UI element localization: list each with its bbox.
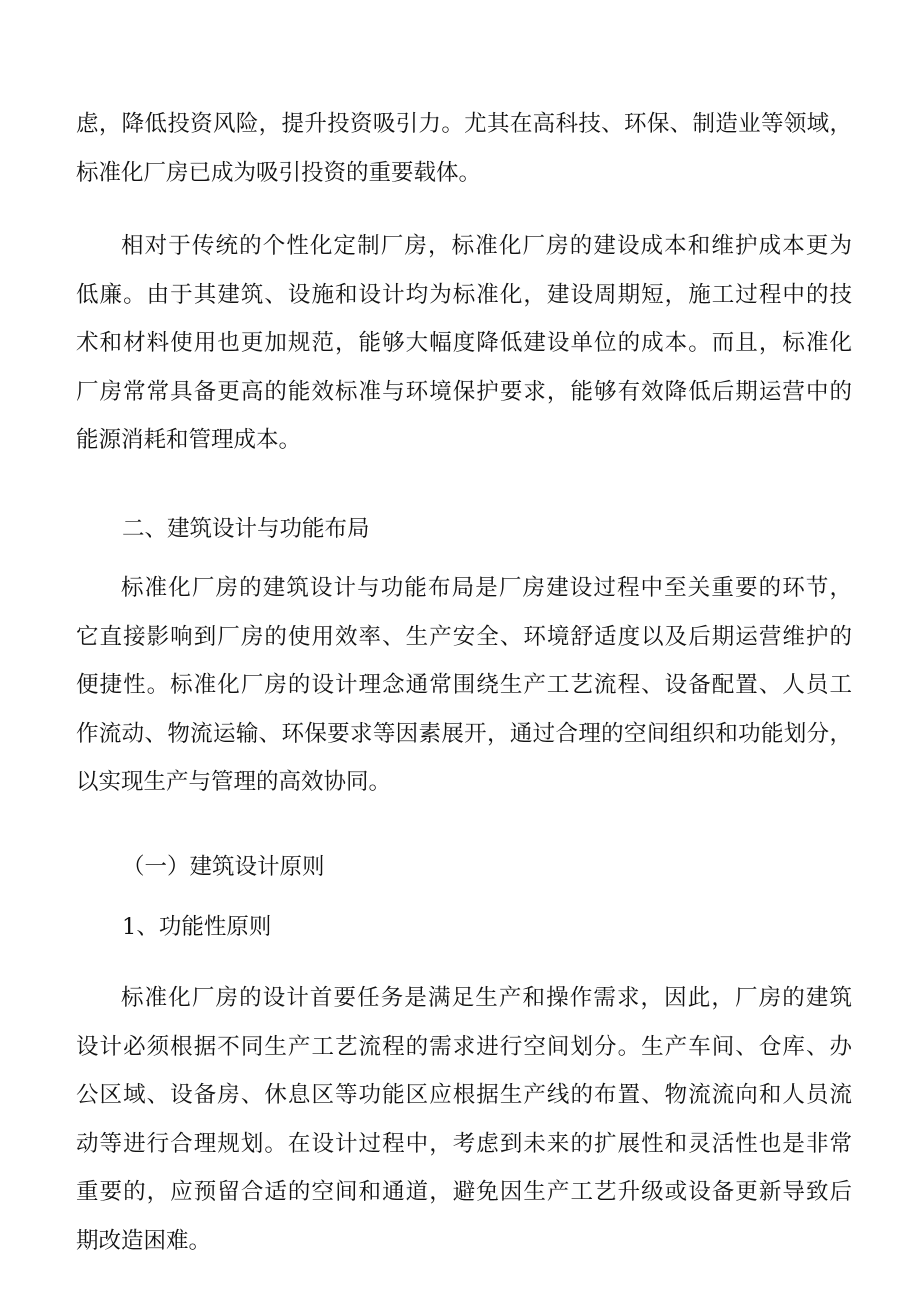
text-line: 能源消耗和管理成本。 [76, 427, 302, 454]
text-line: 动等进行合理规划。在设计过程中，考虑到未来的扩展性和灵活性也是非常 [76, 1130, 852, 1157]
section-heading: 二、建筑设计与功能布局 [122, 516, 370, 542]
text-line: 公区域、设备房、休息区等功能区应根据生产线的布置、物流流向和人员流 [76, 1082, 852, 1109]
paragraph [76, 974, 852, 1266]
paragraph [76, 222, 852, 465]
paragraph [76, 100, 852, 197]
text-line: 它直接影响到厂房的使用效率、生产安全、环境舒适度以及后期运营维护的 [76, 623, 852, 650]
item-heading: 1、功能性原则 [122, 914, 272, 940]
text-line: 便捷性。标准化厂房的设计理念通常围绕生产工艺流程、设备配置、人员工 [76, 672, 852, 699]
text-line: 低廉。由于其建筑、设施和设计均为标准化，建设周期短，施工过程中的技 [76, 281, 852, 308]
subsection-heading: （一）建筑设计原则 [122, 854, 325, 880]
text-line: 作流动、物流运输、环保要求等因素展开，通过合理的空间组织和功能划分， [76, 720, 852, 747]
text-line: 标准化厂房的建筑设计与功能布局是厂房建设过程中至关重要的环节， [121, 575, 852, 601]
paragraph [76, 564, 852, 807]
text-line: 重要的，应预留合适的空间和通道，避免因生产工艺升级或设备更新导致后 [76, 1179, 852, 1206]
text-line: 以实现生产与管理的高效协同。 [76, 769, 392, 796]
text-line: 期改造困难。 [76, 1227, 212, 1254]
text-line: 术和材料使用也更加规范，能够大幅度降低建设单位的成本。而且，标准化 [76, 330, 852, 357]
text-line: 厂房常常具备更高的能效标准与环境保护要求，能够有效降低后期运营中的 [76, 378, 852, 405]
text-line: 设计必须根据不同生产工艺流程的需求进行空间划分。生产车间、仓库、办 [76, 1033, 852, 1060]
text-line: 标准化厂房的设计首要任务是满足生产和操作需求，因此，厂房的建筑 [121, 985, 852, 1011]
text-line: 相对于传统的个性化定制厂房，标准化厂房的建设成本和维护成本更为 [121, 233, 852, 259]
text-line: 虑，降低投资风险，提升投资吸引力。尤其在高科技、环保、制造业等领域， [76, 111, 852, 137]
text-line: 标准化厂房已成为吸引投资的重要载体。 [76, 159, 482, 186]
